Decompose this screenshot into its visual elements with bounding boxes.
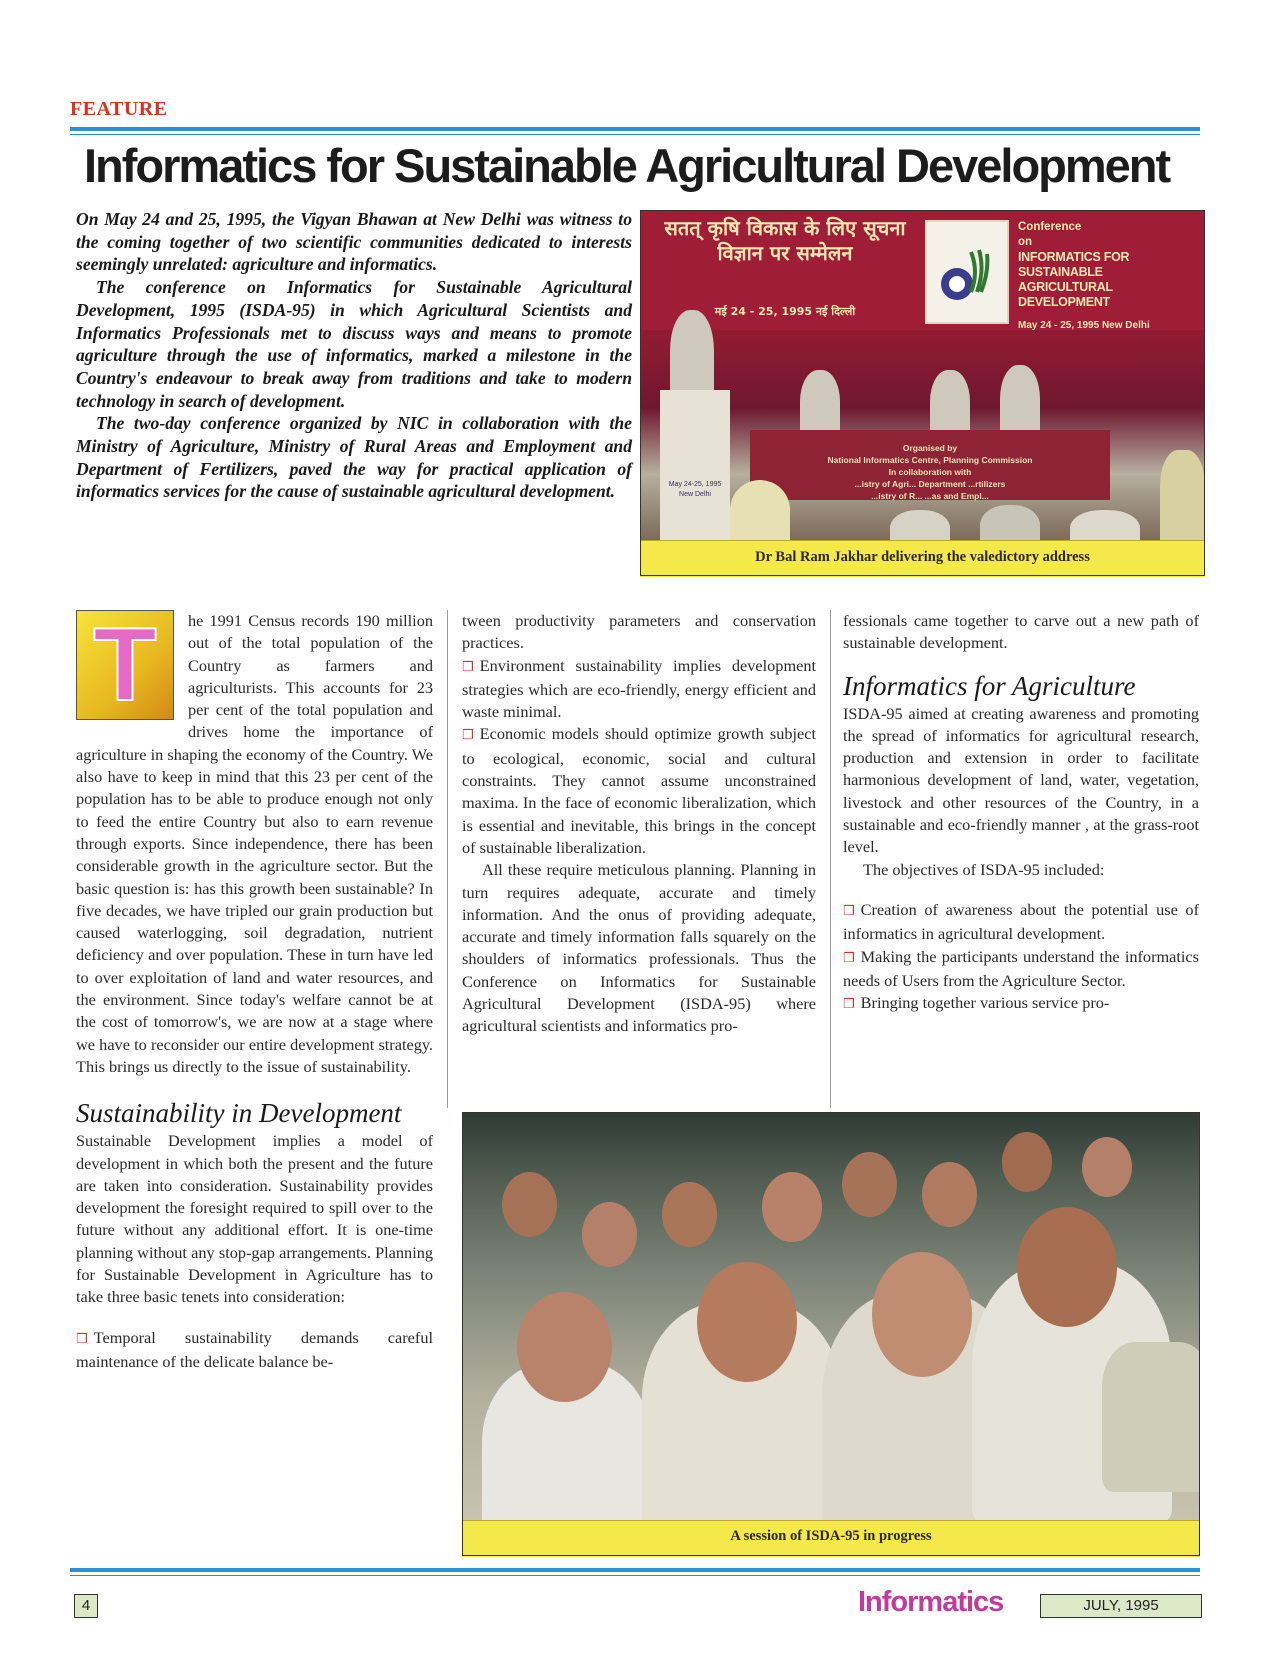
isda-aim-paragraph: ISDA-95 aimed at creating awareness and promoting the spread of informatics for agricultural research, production and extension in order to facilitate harmonious development of land, water, vegetation, livestock and other resources of the Country, in a sustainable and eco-friendly manner , at the grass-root level.: [843, 703, 1199, 857]
body-column-1: [76, 607, 433, 1373]
photo-caption-session: A session of ISDA-95 in progress: [730, 1528, 932, 1544]
stage-line-4: ...istry of Agri... Department ...rtilizers: [854, 479, 1006, 489]
attendee-face: [662, 1182, 717, 1247]
podium: [660, 390, 730, 540]
session-photo: [462, 1112, 1200, 1520]
census-paragraph: he 1991 Census records 190 million out of the total population of the Country as farmers and agriculturists. This accounts for 23 per cent of the total population and drives home the importance of agriculture in shaping the economy of the Country. We also have to keep in mind that this 23 per cent of the population has to be able to produce enough not only to feed the entire Country but also to earn revenue through exports. Since independence, there has been considerable growth in the agriculture sector. But the basic question is: has this growth been sustainable? In five decades, we have tripled our grain production but caused waterlogging, soil degradation, nutrient deficiency and over population. These in turn have led to over exploitation of land and water resources, and the environment. Since today's welfare cannot be at the cost of tomorrow's, we are now at a stage where we have to reconsider our entire development strategy. This brings us directly to the issue of sustainability.: [76, 611, 433, 1076]
stage-banner-text: [750, 442, 1110, 502]
attendee-face: [762, 1172, 822, 1242]
bullet-temporal: [76, 1327, 433, 1374]
audience-figure: [1070, 510, 1140, 540]
bottom-rule-thin: [70, 1575, 1200, 1576]
conference-logo: [925, 220, 1009, 324]
column-divider: [830, 610, 831, 1108]
intro-paragraph-2: The conference on Informatics for Sustainable Agricultural Development, 1995 (ISDA-95) in which Agricultural Scientists and Informatics Professionals met to discuss ways and means to promote agriculture through the use of informatics, marked a milestone in the Country's endeavour to break away from traditions and take to modern technology in search of development.: [76, 277, 632, 411]
subheading-sustainability: Sustainability in Development: [76, 1098, 402, 1129]
bullet-box-icon: ❒: [843, 997, 855, 1013]
stage-line-3: In collaboration with: [888, 467, 972, 477]
bullet-box-icon: ❒: [76, 1331, 88, 1347]
podium-label: May 24-25, 1995 New Delhi: [668, 481, 722, 498]
body-column-2: [462, 610, 816, 1038]
top-rule: [70, 127, 1200, 131]
speaker-figure: [670, 310, 714, 400]
valedictory-photo: [640, 210, 1205, 540]
top-rule-thin: [70, 134, 1200, 135]
conservation-paragraph: tween productivity parameters and conservation practices.: [462, 611, 816, 653]
column-divider: [447, 610, 448, 1108]
banner-en-line2: on: [1018, 236, 1033, 248]
attendee-face: [517, 1292, 612, 1402]
bullet-box-icon: ❒: [462, 659, 474, 675]
bullet-needs: [843, 946, 1199, 993]
article-intro: [76, 208, 632, 503]
magazine-brand: Informatics: [858, 1586, 1004, 1618]
subheading-informatics: Informatics for Agriculture: [843, 670, 1136, 701]
page-number: 4: [74, 1594, 98, 1618]
attendee-face: [1002, 1132, 1052, 1192]
planning-paragraph: All these require meticulous planning. Planning in turn requires adequate, accurate and timely information. And the onus of providing adequate, accurate and timely information falls squarely on the shoulders of informatics professionals. Thus the Conference on Informatics for Sustainable Agricultural Development (ISDA-95) where agricultural scientists and informatics pro-: [462, 860, 816, 1036]
bullet-needs-text: Making the participants understand the informatics needs of Users from the Agriculture Sector.: [843, 946, 1199, 990]
intro-paragraph-3: The two-day conference organized by NIC in collaboration with the Ministry of Agriculture, Ministry of Rural Areas and Employment and Department of Fertilizers, paved the way for practical application of informatics services for the cause of sustainable agricultural development.: [76, 413, 632, 502]
attendee-face: [502, 1172, 557, 1237]
attendee-face: [842, 1152, 897, 1217]
stage-line-5: ...istry of R... ...as and Empl...: [871, 491, 989, 501]
bullet-economic-text: Economic models should optimize growth subject to ecological, economic, social and cultural constraints. They cannot assume unconstrained maxima. In the face of economic liberalization, which is essential and inevitable, this brings in the concept of sustainable liberalization.: [462, 724, 816, 857]
bullet-awareness-text: Creation of awareness about the potential use of informatics in agricultural development.: [843, 899, 1199, 944]
attendee-face: [582, 1202, 637, 1267]
issue-date: JULY, 1995: [1040, 1594, 1202, 1618]
attendee-face: [872, 1252, 972, 1377]
bullet-temporal-text: Temporal sustainability demands careful maintenance of the delicate balance be-: [76, 1327, 433, 1371]
bullet-awareness: [843, 899, 1199, 946]
stage-line-1: Organised by: [902, 443, 958, 453]
body-column-3: [843, 610, 1199, 1016]
professionals-paragraph: fessionals came together to carve out a new path of sustainable development.: [843, 611, 1199, 653]
drop-cap: [76, 607, 174, 723]
bullet-box-icon: ❒: [843, 950, 855, 966]
flower-arrangement: [1160, 450, 1205, 540]
objectives-intro: The objectives of ISDA-95 included:: [863, 859, 1105, 879]
attendee-face: [922, 1162, 977, 1227]
bullet-environment: [462, 655, 816, 724]
banner-hindi-date: मई 24 - 25, 1995 नई दिल्ली: [714, 305, 856, 318]
audience-figure: [890, 510, 950, 540]
auditorium-seat: [1102, 1342, 1200, 1492]
bullet-environment-text: Environment sustainability implies development strategies which are eco-friendly, energy efficient and waste minimal.: [462, 655, 816, 722]
bullet-economic: [462, 723, 816, 859]
attendee-face: [1082, 1137, 1132, 1197]
panelist-figure: [1000, 365, 1040, 440]
audience-figure: [980, 505, 1040, 540]
attendee-face: [1017, 1207, 1117, 1327]
banner-en-line1: Conference: [1018, 221, 1082, 233]
banner-en-date: May 24 - 25, 1995 New Delhi: [1018, 320, 1150, 331]
article-headline: Informatics for Sustainable Agricultural Development: [84, 139, 1170, 192]
section-label: FEATURE: [70, 98, 168, 120]
banner-english-title: [1018, 220, 1203, 333]
attendee-face: [697, 1262, 797, 1382]
stage-line-2: National Informatics Centre, Planning Commission: [827, 455, 1033, 465]
bullet-service-text: Bringing together various service pro-: [860, 993, 1110, 1013]
flower-arrangement: [730, 480, 790, 540]
drop-cap-letter: T: [93, 607, 157, 723]
photo-caption-valedictory: Dr Bal Ram Jakhar delivering the valedictory address: [755, 549, 1090, 565]
banner-en-line3: INFORMATICS FOR SUSTAINABLE: [1018, 250, 1130, 279]
sustainability-paragraph: Sustainable Development implies a model of development in which both the present and the future are taken into consideration. Sustainability provides development the foresight required to spill over to the future without any additional effort. It is one-time planning without any stop-gap arrangements. Planning for Sustainable Development in Agriculture has to take three basic tenets into consideration:: [76, 1131, 433, 1307]
bottom-rule: [70, 1568, 1200, 1572]
bullet-box-icon: ❒: [462, 728, 474, 744]
banner-hindi-title: सतत् कृषि विकास के लिए सूचना विज्ञान पर सम्मेलन: [664, 216, 906, 265]
banner-en-line4: AGRICULTURAL DEVELOPMENT: [1018, 280, 1113, 309]
peacock-logo-icon: [927, 222, 1007, 322]
bullet-box-icon: ❒: [843, 903, 855, 919]
intro-paragraph-1: On May 24 and 25, 1995, the Vigyan Bhawan at New Delhi was witness to the coming together of two scientific communities dedicated to interests seemingly unrelated: agriculture and informatics.: [76, 209, 632, 275]
bullet-service: [843, 992, 1199, 1016]
